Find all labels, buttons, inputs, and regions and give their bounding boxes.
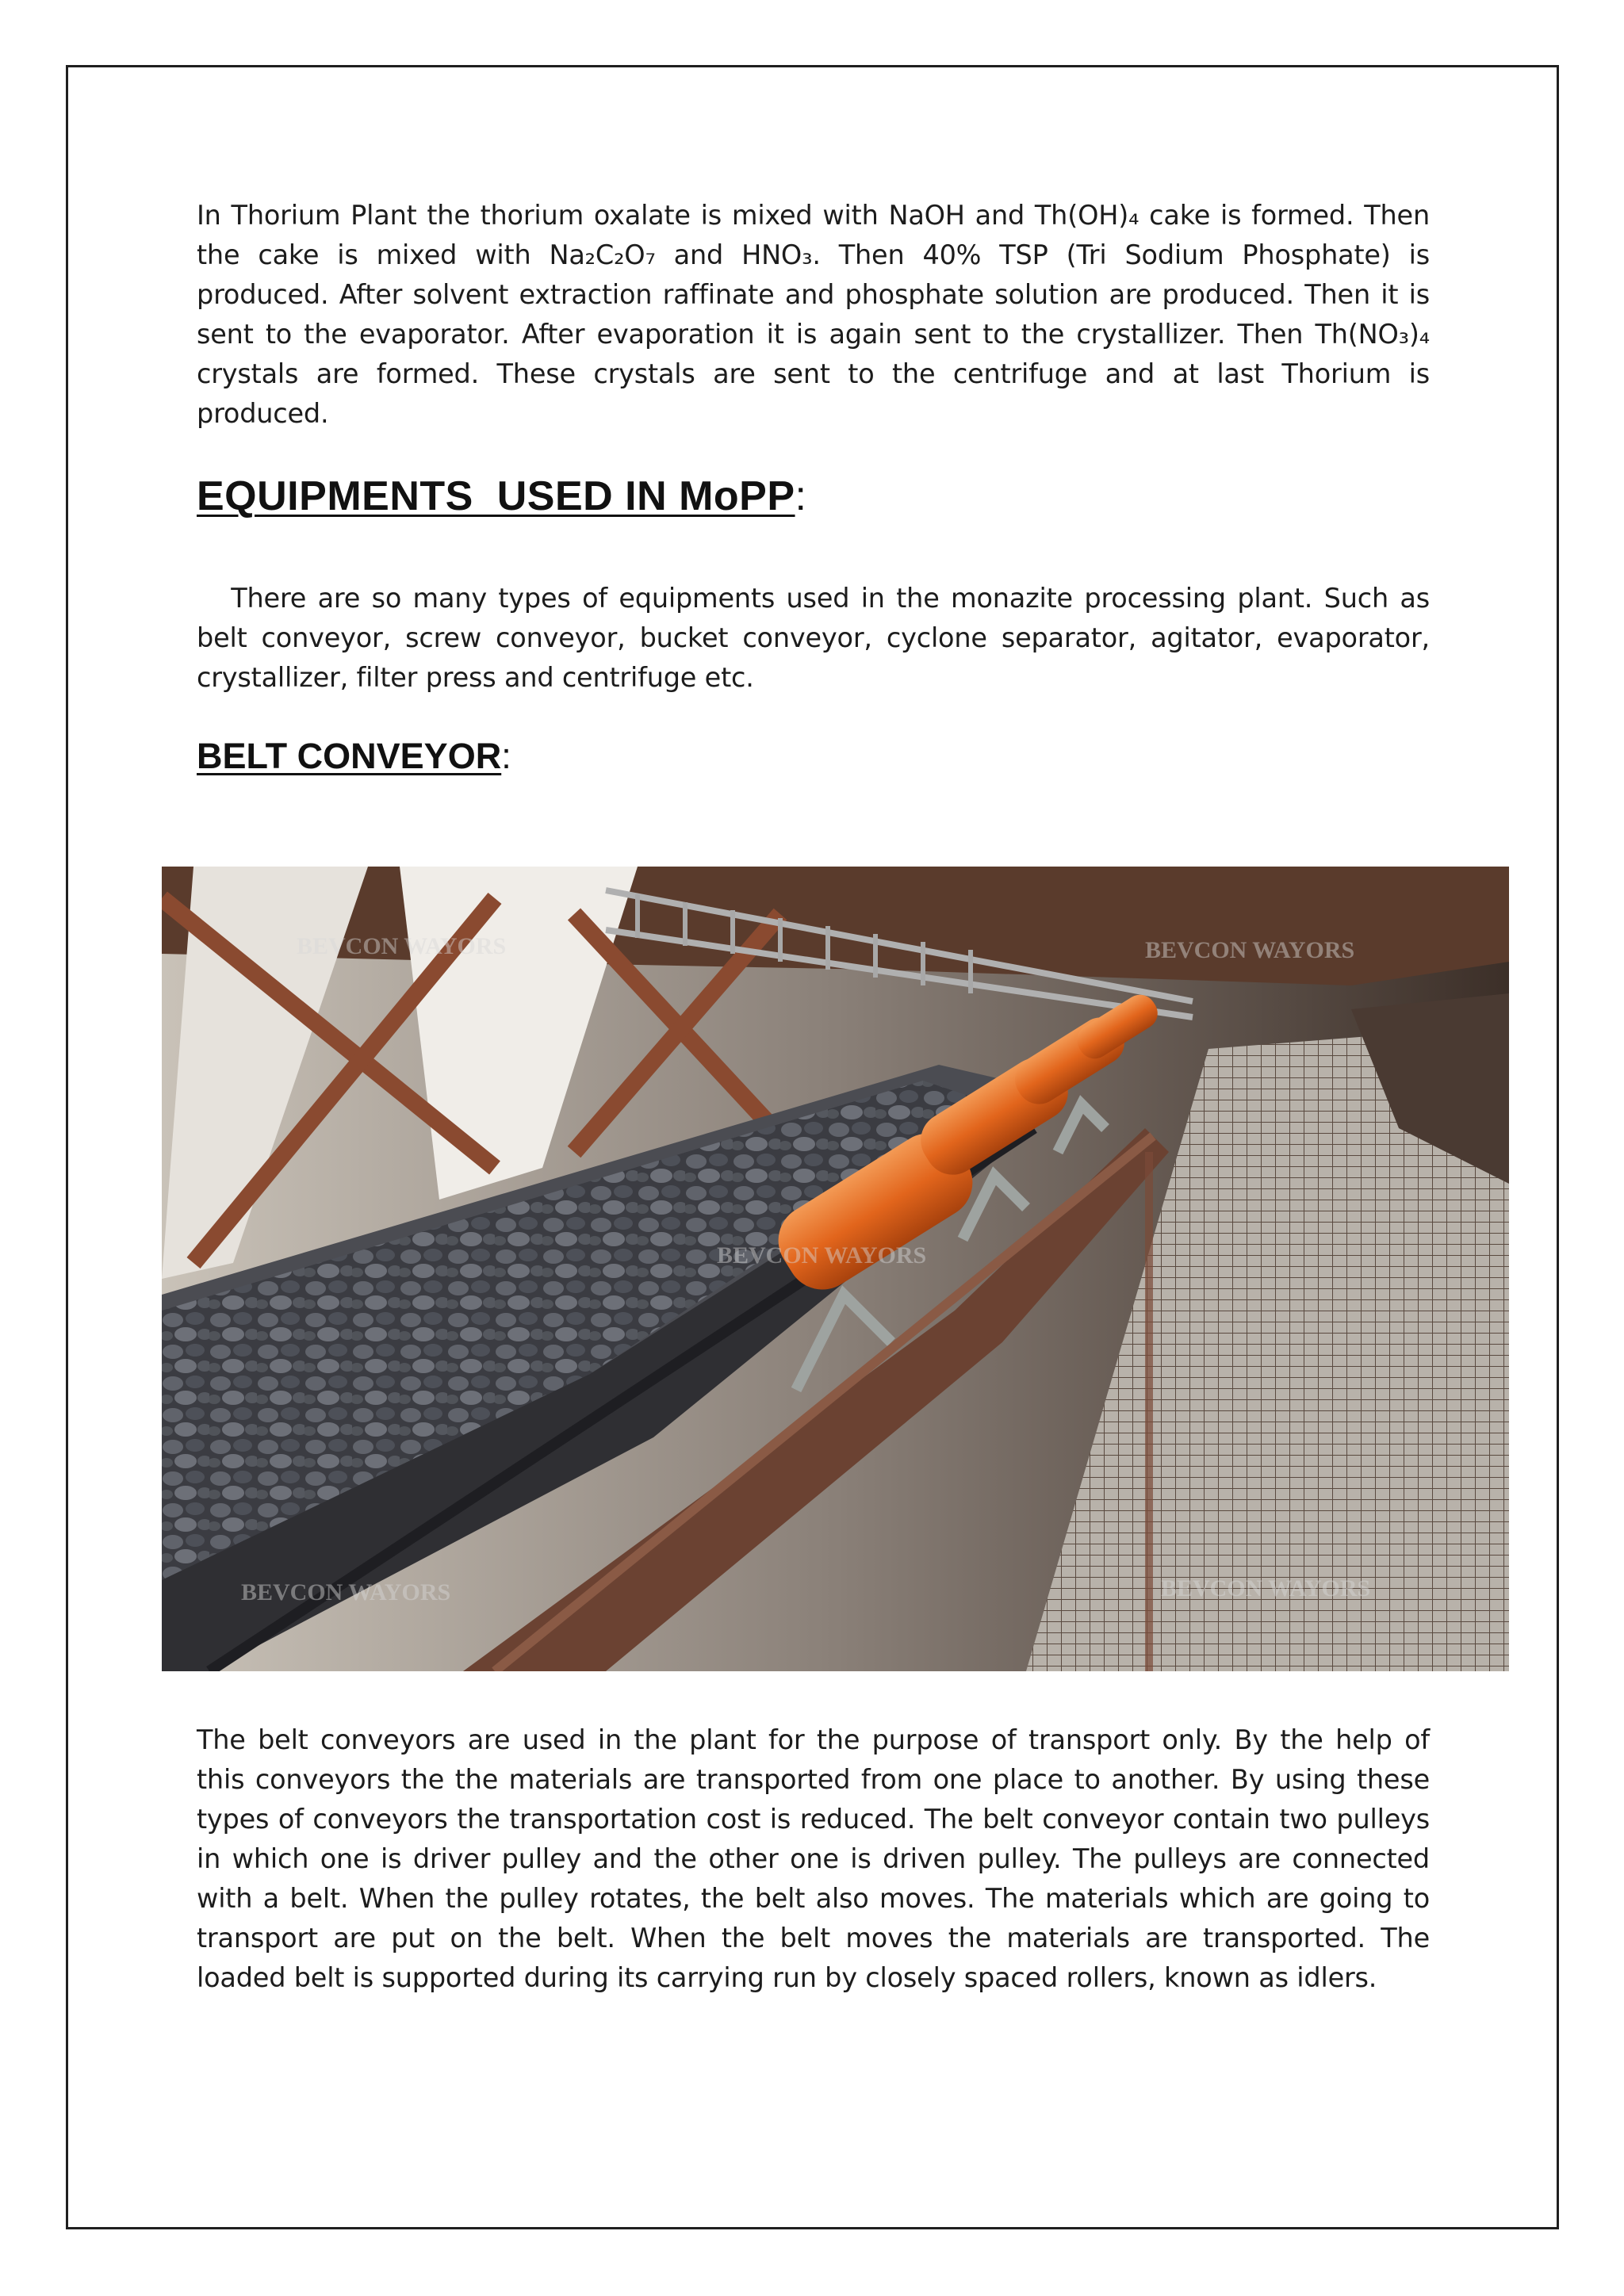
text-line: with a belt. When the pulley rotates, the belt also moves. The materials which are going to — [197, 1883, 1430, 1914]
text-line: The belt conveyors are used in the plant for the purpose of transport only. By the help of — [197, 1724, 1430, 1755]
heading-belt-conveyor-colon: : — [501, 736, 511, 776]
heading-belt-conveyor — [197, 736, 511, 777]
text-line: transport are put on the belt. When the belt moves the materials are transported. The — [197, 1923, 1430, 1954]
watermark-text: BEVCON WAYORS — [1145, 937, 1355, 963]
paragraph-equipments — [197, 579, 1430, 698]
text-line: crystals are formed. These crystals are sent to the centrifuge and at last Thorium is — [197, 358, 1430, 389]
text-line: in which one is driver pulley and the other one is driven pulley. The pulleys are connected — [197, 1843, 1430, 1874]
watermark-text: BEVCON WAYORS — [717, 1242, 927, 1269]
belt-conveyor-photo — [162, 867, 1509, 1671]
heading-equipments-text: EQUIPMENTS USED IN MoPP — [197, 473, 795, 519]
paragraph-belt-conveyor — [197, 1720, 1430, 1998]
text-line: crystallizer, filter press and centrifuge etc. — [197, 662, 754, 693]
text-line: produced. After solvent extraction raffinate and phosphate solution are produced. Then it is — [197, 279, 1430, 310]
text-line: sent to the evaporator. After evaporation it is again sent to the crystallizer. Then Th(NO₃)₄ — [197, 319, 1430, 350]
watermark-text: BEVCON WAYORS — [297, 933, 507, 959]
watermark-text: BEVCON WAYORS — [241, 1579, 451, 1605]
text-line: this conveyors the the materials are transported from one place to another. By using these — [197, 1764, 1430, 1795]
watermark-text: BEVCON WAYORS — [1161, 1575, 1371, 1601]
text-line: In Thorium Plant the thorium oxalate is mixed with NaOH and Th(OH)₄ cake is formed. Then — [197, 200, 1430, 231]
text-line: produced. — [197, 398, 329, 429]
heading-equipments-colon: : — [795, 473, 807, 519]
heading-equipments — [197, 473, 806, 520]
paragraph-thorium-process — [197, 196, 1430, 434]
heading-belt-conveyor-text: BELT CONVEYOR — [197, 736, 502, 776]
text-line: belt conveyor, screw conveyor, bucket conveyor, cyclone separator, agitator, evaporator, — [197, 622, 1430, 653]
text-line: There are so many types of equipments used in the monazite processing plant. Such as — [197, 583, 1430, 614]
text-line: types of conveyors the transportation cost is reduced. The belt conveyor contain two pulleys — [197, 1804, 1430, 1835]
text-line: loaded belt is supported during its carrying run by closely spaced rollers, known as idlers. — [197, 1962, 1377, 1993]
text-line: the cake is mixed with Na₂C₂O₇ and HNO₃. Then 40% TSP (Tri Sodium Phosphate) is — [197, 239, 1430, 270]
